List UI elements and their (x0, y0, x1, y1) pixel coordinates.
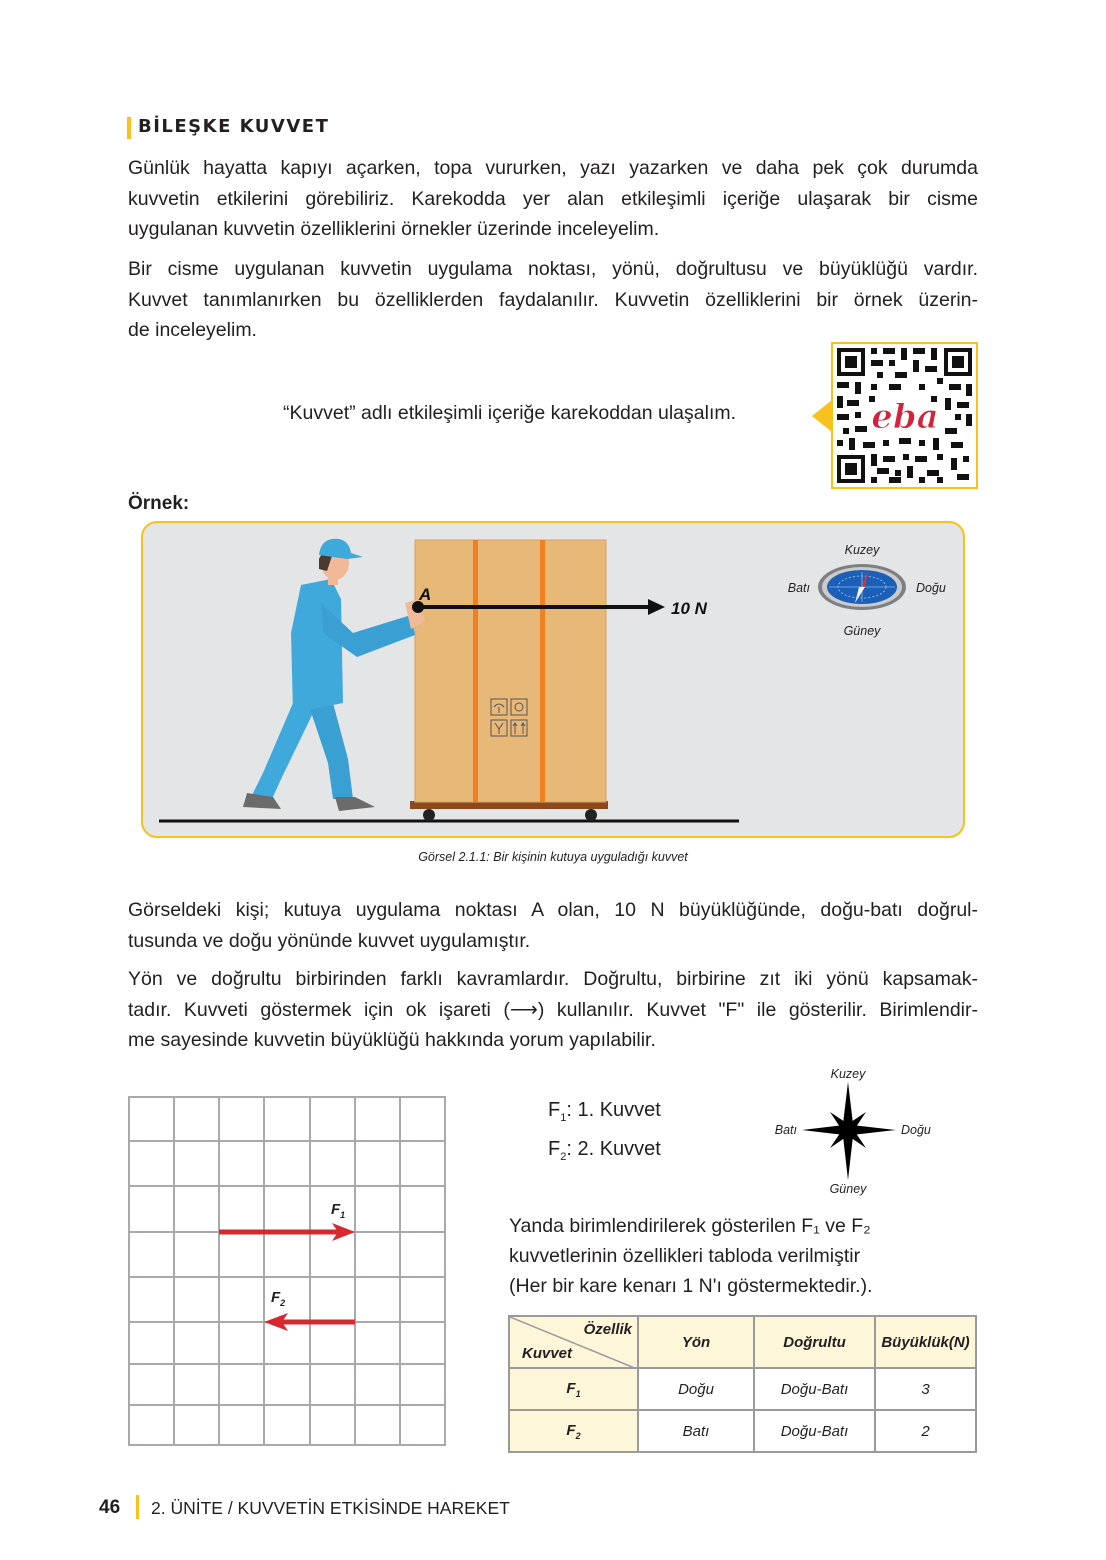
row-header-f1: $F_1$ (509, 1368, 638, 1410)
direction-definition-paragraph (128, 964, 978, 1056)
text-line: Kuvvet tanımlanırken bu özelliklerden faydalanılır. Kuvvetin özelliklerini bir örnek üzerin- (128, 288, 978, 311)
force-magnitude-label: 10 N (671, 599, 707, 618)
force-grid-figure (128, 1096, 446, 1446)
table-row (509, 1368, 976, 1410)
compass-south-label: Güney (829, 1182, 867, 1196)
example-heading: Örnek: (128, 493, 190, 514)
compass-south-label: Güney (843, 624, 881, 638)
figure-caption: Görsel 2.1.1: Bir kişinin kutuya uyguladığı kuvvet (418, 850, 688, 864)
table-cell: Doğu-Batı (754, 1368, 875, 1410)
compass-west-label: Batı (787, 581, 810, 595)
eba-logo: eba (871, 397, 939, 437)
text-line: (Her bir kare kenarı 1 N'ı göstermektedir.). (509, 1275, 873, 1297)
compass-rose (760, 1062, 950, 1202)
page-number: 46 (99, 1497, 121, 1518)
compass-west-label: Batı (774, 1123, 797, 1137)
text-line: Yanda birimlendirilerek gösterilen F₁ ve F₂ (509, 1215, 871, 1237)
qr-code-icon (833, 344, 976, 487)
f2-definition: $F_2$: 2. Kuvvet (548, 1138, 661, 1163)
properties-paragraph (128, 254, 978, 346)
text-line: Günlük hayatta kapıyı açarken, topa vururken, yazı yazarken ve daha pek çok durumda (128, 157, 978, 179)
worker-figure (243, 539, 425, 811)
table-cell: Batı (638, 1410, 754, 1452)
column-header: Yön (638, 1316, 754, 1368)
wheel-icon (423, 809, 435, 821)
f1-label: $F_1$ (331, 1201, 346, 1220)
example-illustration (141, 521, 965, 838)
worker-pushing-box-illustration (143, 523, 965, 838)
compass-east-label: Doğu (916, 581, 946, 595)
corner-header-cell: Özellik Kuvvet (509, 1316, 638, 1368)
table-header-row (509, 1316, 976, 1368)
qr-prompt-text: “Kuvvet” adlı etkileşimli içeriğe karekoddan ulaşalım. (283, 402, 737, 424)
intro-paragraph (128, 153, 978, 245)
text-line: de inceleyelim. (128, 319, 257, 341)
qr-pointer-icon (812, 400, 832, 432)
force-properties-table (508, 1315, 977, 1453)
table-cell: 2 (875, 1410, 976, 1452)
column-header: Doğrultu (754, 1316, 875, 1368)
compass-north-label: Kuzey (830, 1067, 866, 1081)
text-line: Bir cisme uygulanan kuvvetin uygulama noktası, yönü, doğrultusu ve büyüklüğü vardır. (128, 258, 978, 280)
table-cell: Doğu-Batı (754, 1410, 875, 1452)
unit-title: 2. ÜNİTE / KUVVETİN ETKİSİNDE HAREKET (151, 1498, 510, 1518)
text-line: tusunda ve doğu yönünde kuvvet uygulamıştır. (128, 929, 531, 952)
compass-icon (818, 564, 906, 610)
text-line: Görseldeki kişi; kutuya uygulama noktası A olan, 10 N büyüklüğünde, doğu-batı doğrul- (128, 899, 978, 921)
text-line: uygulanan kuvvetin özelliklerini örnekler üzerinde inceleyelim. (128, 218, 660, 240)
text-line: tadır. Kuvveti göstermek için ok işareti (⟶) kullanılır. Kuvvet "F" ile gösterilir. Birimlendir- (128, 998, 978, 1021)
text-line: kuvvetlerinin özellikleri tabloda verilmiştir (509, 1245, 861, 1267)
f1-vector-arrow (219, 1223, 355, 1241)
qr-code[interactable] (831, 342, 978, 489)
section-accent-bar (127, 117, 131, 139)
row-header-f2: $F_2$ (509, 1410, 638, 1452)
table-cell: 3 (875, 1368, 976, 1410)
text-line: me sayesinde kuvvetin büyüklüğü hakkında yorum yapılabilir. (128, 1029, 656, 1051)
text-line: Yön ve doğrultu birbirinden farklı kavramlardır. Doğrultu, birbirine zıt iki yönü kapsamak- (128, 968, 978, 990)
f1-definition: $F_1$: 1. Kuvvet (548, 1099, 661, 1124)
wheel-icon (585, 809, 597, 821)
point-a-label: A (419, 585, 432, 604)
column-header: Büyüklük(N) (875, 1316, 976, 1368)
compass-north-label: Kuzey (844, 543, 880, 557)
table-row (509, 1410, 976, 1452)
compass-rose-icon (760, 1062, 950, 1202)
unit-grid (128, 1096, 446, 1446)
cardboard-box (415, 540, 606, 802)
example-explanation-paragraph (128, 895, 978, 956)
table-intro-text (509, 1211, 873, 1301)
compass-east-label: Doğu (901, 1123, 931, 1137)
table-cell: Doğu (638, 1368, 754, 1410)
footer-divider (136, 1495, 139, 1519)
f2-label: $F_2$ (271, 1289, 286, 1308)
section-title: BİLEŞKE KUVVET (138, 116, 330, 137)
text-line: kuvvetin etkilerini görebiliriz. Karekodda yer alan etkileşimli içeriğe ulaşarak bir cisme (128, 187, 978, 210)
